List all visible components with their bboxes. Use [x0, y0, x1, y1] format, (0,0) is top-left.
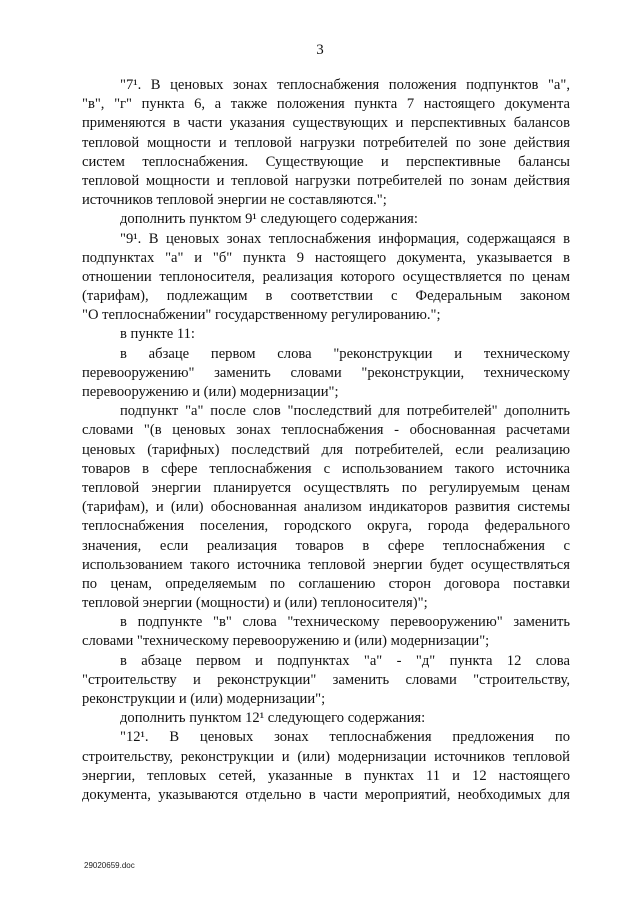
- text-line: тепловой энергии (мощности) и (или) теплоносителя)";: [82, 595, 428, 612]
- text-line: (тарифам), подлежащим в соответствии с Федеральным законом: [82, 288, 570, 305]
- text-line: тепловой мощности и тепловой нагрузки потребителей по зоне действия: [82, 134, 570, 151]
- text-line: словами "техническому перевооружению и (или) модернизации";: [82, 633, 490, 650]
- page-number: 3: [316, 42, 324, 58]
- text-line: "9¹. В ценовых зонах теплоснабжения информация, содержащаяся в: [120, 230, 570, 247]
- text-line: дополнить пунктом 12¹ следующего содержания:: [120, 710, 426, 727]
- text-line: строительству, реконструкции и (или) модернизации источников тепловой: [82, 748, 570, 765]
- text-line: перевооружению и (или) модернизации";: [82, 384, 339, 400]
- text-line: перевооружению" заменить словами "реконструкции, техническому: [82, 364, 570, 381]
- text-line: в абзаце первом слова "реконструкции и техническому: [120, 345, 570, 362]
- footer-filename: 29020659.doc: [84, 861, 135, 870]
- text-line: теплоснабжения поселения, городского округа, города федерального: [82, 518, 570, 535]
- text-line: (тарифам), и (или) обоснованная анализом индикаторов развития системы: [82, 499, 570, 516]
- text-line: использованием такого источника тепловой энергии будет осуществляться: [82, 556, 570, 573]
- text-line: "7¹. В ценовых зонах теплоснабжения положения подпунктов "а",: [120, 77, 570, 93]
- text-line: дополнить пунктом 9¹ следующего содержания:: [120, 211, 418, 228]
- text-line: источников тепловой энергии не составляются.";: [82, 192, 387, 209]
- text-line: отношении теплоносителя, реализация которого осуществляется по ценам: [82, 268, 570, 285]
- text-line: реконструкции и (или) модернизации";: [82, 691, 326, 707]
- document-body: [82, 76, 570, 805]
- text-line: "строительству и реконструкции" заменить словами "строительству,: [82, 671, 570, 688]
- text-line: подпункт "а" после слов "последствий для потребителей" дополнить: [120, 403, 570, 420]
- text-line: ценовых (тарифных) последствий для потребителей, если реализацию: [82, 441, 570, 458]
- text-line: "О теплоснабжении" государственному регулированию.";: [82, 307, 441, 324]
- text-line: в пункте 11:: [120, 326, 195, 343]
- text-line: подпунктах "а" и "б" пункта 9 настоящего документа, указывается в: [82, 249, 570, 266]
- text-line: в подпункте "в" слова "техническому перевооружению" заменить: [120, 614, 570, 631]
- text-line: "в", "г" пункта 6, а также положения пункта 7 настоящего документа: [82, 96, 570, 113]
- text-line: систем теплоснабжения. Существующие и перспективные балансы: [82, 153, 570, 170]
- text-line: словами "(в ценовых зонах теплоснабжения - обоснованная расчетами: [82, 422, 570, 439]
- text-line: товаров в сфере теплоснабжения с использованием такого источника: [82, 460, 570, 477]
- text-line: "12¹. В ценовых зонах теплоснабжения предложения по: [120, 729, 570, 746]
- text-line: тепловой энергии планируется осуществлять по регулируемым ценам: [82, 479, 570, 496]
- text-line: тепловой мощности и тепловой нагрузки потребителей по зонам действия: [82, 172, 570, 189]
- text-line: энергии, тепловых сетей, указанные в пунктах 11 и 12 настоящего: [82, 767, 570, 784]
- text-line: по ценам, определяемым по соглашению сторон договора поставки: [82, 575, 570, 592]
- text-line: применяются в части указания существующих и перспективных балансов: [82, 115, 570, 132]
- text-line: документа, указываются отдельно в части мероприятий, необходимых для: [82, 786, 570, 803]
- text-line: значения, если реализация товаров в сфере теплоснабжения с: [82, 537, 570, 554]
- text-line: в абзаце первом и подпунктах "а" - "д" пункта 12 слова: [120, 652, 570, 669]
